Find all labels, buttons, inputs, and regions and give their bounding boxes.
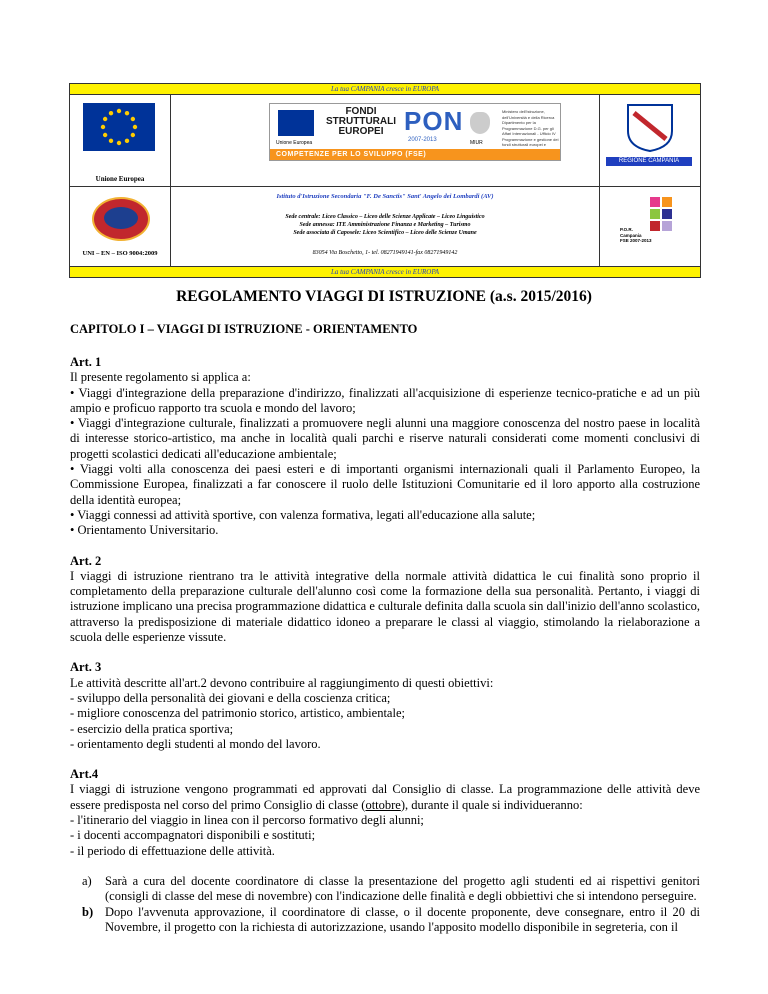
regione-campania-label: REGIONE CAMPANIA bbox=[606, 157, 692, 166]
institute-sedi: Sede centrale: Liceo Classico – Liceo delle Scienze Applicate – Liceo Linguistico Sede annessa: ITE Amministrazione Finanza e Marketing – Turismo Sede associata di Caposele: Liceo Scientifico – Liceo delle Scienze Umane bbox=[285, 214, 485, 236]
list-item: • Viaggi volti alla conoscenza dei paesi esteri e di importanti organismi internazionali quali il Parlamento Europeo, la Commissione Europea, finalizzati a far conoscere il ruolo delle Istituzioni Comunitarie ed il loro apporto alla costruzione della identità europea; bbox=[70, 462, 700, 507]
list-item: • Viaggi connessi ad attività sportive, con valenza formativa, legati all'educazione alla salute; bbox=[70, 507, 536, 522]
article-intro: Le attività descritte all'art.2 devono contribuire al raggiungimento di questi obiettivi: bbox=[70, 675, 494, 690]
eu-star-icon bbox=[117, 141, 121, 145]
institute-address: 83054 Via Boschetto, 1- tel. 08271949141-fax 08271949142 bbox=[312, 250, 458, 256]
pon-cell bbox=[171, 95, 599, 186]
document-body bbox=[70, 355, 700, 950]
list-item: - migliore conoscenza del patrimonio storico, artistico, ambientale; bbox=[70, 706, 405, 721]
list-item: - sviluppo della personalità dei giovani e della coscienza critica; bbox=[70, 690, 391, 705]
por-campania-logo: P.O.R. Campania FSE 2007-2013 bbox=[620, 197, 680, 249]
eu-star-icon bbox=[133, 125, 137, 129]
article-text: I viaggi di istruzione vengono programmati ed approvati dal Consiglio di classe. La programmazione delle attività deve essere predisposta nel corso del primo Consiglio di classe (ottobre), durante il quale si individueranno: bbox=[70, 782, 700, 812]
list-item: - l'itinerario del viaggio in linea con il percorso formativo degli alunni; bbox=[70, 813, 424, 828]
eu-star-icon bbox=[103, 117, 107, 121]
list-item: - i docenti accompagnatori disponibili e sostituti; bbox=[70, 828, 316, 843]
eu-star-icon bbox=[101, 125, 105, 129]
chapter-heading: CAPITOLO I – VIAGGI DI ISTRUZIONE - ORIENTAMENTO bbox=[70, 322, 418, 336]
institute-title: Istituto d'Istruzione Secondaria "F. De Sanctis" Sant' Angelo dei Lombardi (AV) bbox=[276, 193, 494, 200]
competenze-banner: COMPETENZE PER LO SVILUPPO (FSE) bbox=[270, 149, 560, 160]
top-band: La tua CAMPANIA cresce in EUROPA bbox=[70, 84, 700, 95]
list-item: - esercizio della pratica sportiva; bbox=[70, 721, 234, 736]
document-title: REGOLAMENTO VIAGGI DI ISTRUZIONE (a.s. 2015/2016) bbox=[176, 288, 592, 305]
list-item: a) Sarà a cura del docente coordinatore di classe la presentazione del progetto agli studenti ed ai rispettivi genitori (consigli di classe del mese di novembre) con l'indicazione delle finalità e degli obbiettivi che si intendono perseguire. bbox=[82, 873, 700, 904]
pon-ue-label: Unione Europea bbox=[276, 140, 313, 146]
pon-years: 2007-2013 bbox=[408, 137, 437, 143]
letterhead bbox=[69, 83, 701, 278]
eu-cell bbox=[70, 95, 171, 186]
eu-star-icon bbox=[131, 133, 135, 137]
article-intro: Il presente regolamento si applica a: bbox=[70, 370, 251, 385]
article-4 bbox=[70, 767, 700, 935]
italian-emblem-icon bbox=[470, 112, 490, 134]
list-item: • Orientamento Universitario. bbox=[70, 523, 219, 538]
letterhead-row-institute bbox=[70, 187, 700, 266]
bottom-band: La tua CAMPANIA cresce in EUROPA bbox=[70, 266, 700, 277]
list-item: - orientamento degli studenti al mondo del lavoro. bbox=[70, 736, 321, 751]
institute-cell bbox=[171, 187, 599, 266]
article-text: I viaggi di istruzione rientrano tra le attività integrative della normale attività didattica le cui finalità sono proprio il completamento della preparazione culturale dell'alunno così come la formazione della sua personalità. Pertanto, i viaggi di istruzione implicano una precisa programmazione didattica e culturale definita dalla scuola sin dall'inizio dell'anno scolastico, attraverso la predisposizione di materiale didattico idoneo a preparare le classi al viaggio, stimolando la rielaborazione a scuola delle esperienze vissute. bbox=[70, 568, 700, 645]
eu-caption: Unione Europea bbox=[95, 175, 145, 183]
miur-label: MIUR bbox=[470, 140, 483, 146]
list-item: • Viaggi d'integrazione della preparazione d'indirizzo, finalizzati all'acquisizione di esperienze tecnico-pratiche e ad un più ampio e proficuo rapporto tra scuola e mondo del lavoro; bbox=[70, 385, 700, 415]
list-item: - il periodo di effettuazione delle attività. bbox=[70, 843, 275, 858]
eu-star-icon bbox=[125, 139, 129, 143]
list-item: • Viaggi d'integrazione culturale, finalizzati a promuovere negli alunni una maggiore conoscenza del nostro paese in località di interesse storico-artistico, ma anche in località quali parchi e riserve naturali considerati come momenti conclusivi di progetti scolastici dedicati all'educazione ambientale; bbox=[70, 416, 700, 461]
article-title: Art. 2 bbox=[70, 553, 102, 568]
pon-eu-flag-icon bbox=[278, 110, 314, 136]
article-1 bbox=[70, 355, 700, 539]
article-title: Art.4 bbox=[70, 767, 99, 782]
underlined-word: ottobre bbox=[365, 797, 401, 812]
iso-caption: UNI – EN – ISO 9004:2009 bbox=[82, 250, 158, 257]
article-title: Art. 1 bbox=[70, 355, 102, 369]
school-logo-cell bbox=[70, 187, 171, 266]
pon-banner bbox=[269, 103, 561, 161]
pon-logo: PON bbox=[404, 106, 464, 136]
eu-star-icon bbox=[131, 117, 135, 121]
miur-text: Ministero dell'Istruzione, dell'Università e della Ricerca Dipartimento per la Programmazione D.G. per gli Affari Internazionali - Ufficio IV Programmazione e gestione dei fondi strutturali europei e bbox=[502, 109, 559, 147]
eu-flag-icon bbox=[83, 103, 155, 151]
eu-star-icon bbox=[117, 109, 121, 113]
eu-star-icon bbox=[109, 111, 113, 115]
lettered-list bbox=[70, 874, 700, 935]
article-title: Art. 3 bbox=[70, 660, 102, 675]
article-3 bbox=[70, 660, 700, 752]
fondi-strutturali-logo: FONDI STRUTTURALI EUROPEI bbox=[326, 106, 396, 137]
eu-star-icon bbox=[109, 139, 113, 143]
regione-campania-shield-icon bbox=[624, 101, 676, 153]
letterhead-row-logos bbox=[70, 95, 700, 187]
eu-star-icon bbox=[103, 133, 107, 137]
article-2 bbox=[70, 554, 700, 646]
eu-star-icon bbox=[125, 111, 129, 115]
por-cell bbox=[599, 187, 700, 266]
regione-cell bbox=[599, 95, 700, 186]
list-item: b) Dopo l'avvenuta approvazione, il coordinatore di classe, o il docente proponente, deve consegnare, entro il 20 di Novembre, il progetto con la richiesta di autorizzazione, usando l'apposito modello disponibile in segreteria, con il bbox=[82, 904, 700, 934]
school-logo-icon bbox=[92, 197, 150, 241]
